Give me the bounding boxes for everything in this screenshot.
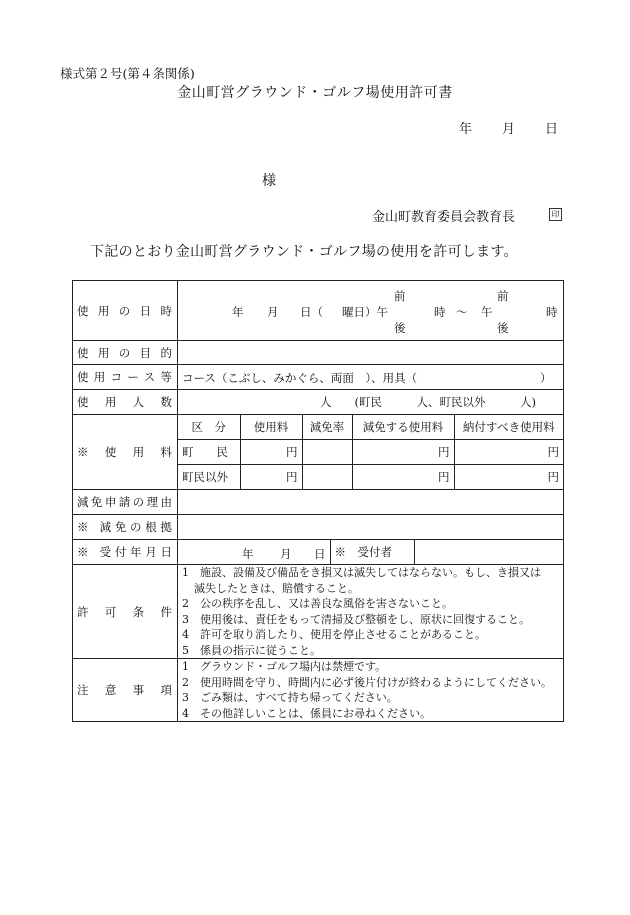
condition-item: 1 施設、設備及び備品をき損又は滅失してはならない。もし、き損又は <box>182 566 541 579</box>
fee-row-resident <box>178 440 563 465</box>
fee-cat-nonresident: 町民以外 <box>178 465 240 490</box>
usage-year: 年 <box>232 304 244 319</box>
receipt-day: 日 <box>314 546 326 561</box>
document-title: 金山町営グラウンド・ゴルフ場使用許可書 <box>177 85 453 101</box>
usage-date-field[interactable] <box>178 281 564 341</box>
receiver-field[interactable] <box>414 540 563 564</box>
usage-pm-1: 後 <box>394 320 406 335</box>
label-reduction-reason: 減免申請の理由 <box>73 490 178 515</box>
row-conditions <box>73 565 564 659</box>
fee-header-reduced: 減免する使用料 <box>352 415 454 440</box>
intro-text: 下記のとおり金山町営グラウンド・ゴルフ場の使用を許可します。 <box>90 244 518 260</box>
usage-am-1: 前 <box>394 288 406 303</box>
row-people <box>73 390 564 415</box>
course-close: ） <box>540 370 552 385</box>
usage-weekday: 曜日）午 <box>342 304 388 319</box>
seal-mark: 印 <box>549 208 562 221</box>
course-text: コース（こぶし、みかぐら、両面 ）、用具（ <box>182 370 418 385</box>
addressee-suffix: 様 <box>262 173 276 189</box>
fee-nonresident-reduced[interactable]: 円 <box>352 465 454 490</box>
course-field[interactable] <box>178 365 564 390</box>
row-fee <box>73 415 564 490</box>
note-item: 3 ごみ類は、すべて持ち帰ってください。 <box>182 691 398 704</box>
condition-item: 2 公の秩序を乱し、又は善良な風俗を害さないこと。 <box>182 597 453 610</box>
row-purpose <box>73 341 564 365</box>
people-field[interactable] <box>178 390 564 415</box>
condition-item: 5 係員の指示に従うこと。 <box>182 643 321 657</box>
people-text: 人 (町民 人、町民以外 人) <box>320 395 536 409</box>
receipt-date-field[interactable] <box>178 540 330 564</box>
fee-header-row <box>178 415 563 440</box>
row-notes <box>73 659 564 722</box>
fee-nonresident-rate[interactable] <box>302 465 352 490</box>
form-number: 様式第２号(第４条関係) <box>60 66 195 81</box>
fee-resident-payable[interactable]: 円 <box>454 440 563 465</box>
date-day: 日 <box>544 122 558 137</box>
fee-table <box>178 415 563 489</box>
issuer-name: 金山町教育委員会教育長 <box>372 210 516 225</box>
label-notes: 注意事項 <box>73 659 178 722</box>
fee-header-rate: 減免率 <box>302 415 352 440</box>
date-month: 月 <box>501 122 515 137</box>
usage-tilde: ～ <box>456 304 468 319</box>
label-fee: ※使用料 <box>73 415 178 490</box>
note-item: 4 その他詳しいことは、係員にお尋ねください。 <box>182 706 431 720</box>
row-reduction-basis <box>73 515 564 540</box>
label-receipt: ※ 受付年月日 <box>73 540 178 565</box>
condition-item: 滅失したときは、賠償すること。 <box>194 581 359 595</box>
label-reduction-basis: ※ 減免の根拠 <box>73 515 178 540</box>
receipt-cell <box>178 540 564 565</box>
date-year: 年 <box>458 122 472 137</box>
row-course <box>73 365 564 390</box>
usage-noon-2: 午 <box>481 304 493 319</box>
row-reduction-reason <box>73 490 564 515</box>
fee-table-cell <box>178 415 564 490</box>
issue-date <box>459 118 558 137</box>
usage-am-2: 前 <box>497 288 509 303</box>
reduction-basis-field[interactable] <box>178 515 564 540</box>
label-purpose: 使用の目的 <box>73 341 178 365</box>
receiver-label: ※ 受付者 <box>330 540 414 564</box>
purpose-field[interactable] <box>178 341 564 365</box>
fee-header-fee: 使用料 <box>240 415 302 440</box>
condition-item: 4 許可を取り消したり、使用を停止させることがあること。 <box>182 628 486 641</box>
note-item: 2 使用時間を守り、時間内に必ず後片付けが終わるようにしてください。 <box>182 675 552 689</box>
fee-header-category: 区 分 <box>178 415 240 440</box>
fee-resident-fee[interactable]: 円 <box>240 440 302 465</box>
usage-pm-2: 後 <box>497 320 509 335</box>
label-usage-date: 使用の日時 <box>73 281 178 341</box>
row-receipt <box>73 540 564 565</box>
notes-list <box>178 659 564 722</box>
receipt-month: 月 <box>280 546 292 561</box>
usage-hour-2: 時 <box>546 304 558 319</box>
label-people: 使用人数 <box>73 390 178 415</box>
fee-nonresident-payable[interactable]: 円 <box>454 465 563 490</box>
usage-hour-1: 時 <box>434 304 446 319</box>
receipt-table <box>178 540 563 564</box>
permit-table <box>72 280 564 722</box>
reduction-reason-field[interactable] <box>178 490 564 515</box>
label-conditions: 許可条件 <box>73 565 178 659</box>
row-usage-date <box>73 281 564 341</box>
receipt-year: 年 <box>242 546 254 561</box>
usage-month: 月 <box>267 304 279 319</box>
fee-nonresident-fee[interactable]: 円 <box>240 465 302 490</box>
conditions-list <box>178 565 564 659</box>
label-course: 使用コース等 <box>73 365 178 390</box>
condition-item: 3 使用後は、責任をもって清掃及び整頓をし、原状に回復すること。 <box>182 612 530 626</box>
note-item: 1 グラウンド・ゴルフ場内は禁煙です。 <box>182 660 387 673</box>
fee-row-nonresident <box>178 465 563 490</box>
usage-day: 日（ <box>300 304 323 319</box>
fee-resident-reduced[interactable]: 円 <box>352 440 454 465</box>
fee-resident-rate[interactable] <box>302 440 352 465</box>
fee-header-payable: 納付すべき使用料 <box>454 415 563 440</box>
fee-cat-resident: 町 民 <box>178 440 240 465</box>
